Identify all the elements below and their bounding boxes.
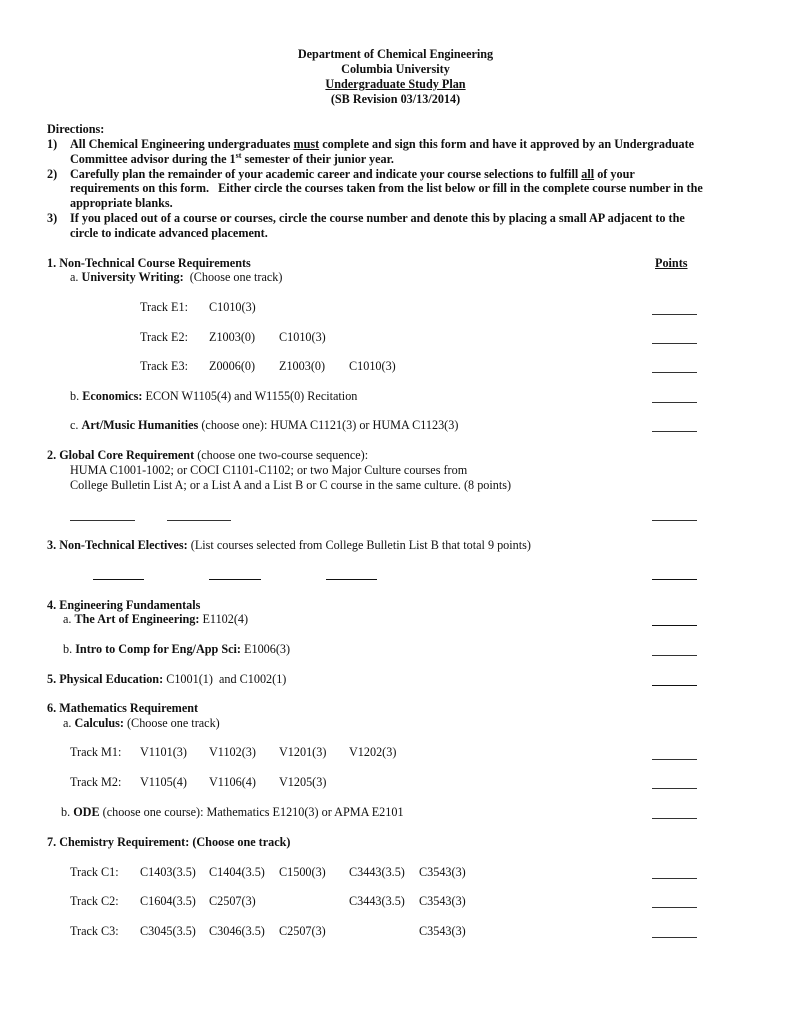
text: a. <box>63 716 75 730</box>
s4-a-art-of-engineering <box>63 612 248 627</box>
course-option[interactable]: V1102(3) <box>209 745 256 759</box>
course-option[interactable]: V1205(3) <box>279 775 327 789</box>
course-option[interactable]: C1010(3) <box>209 300 256 314</box>
revision: (SB Revision 03/13/2014) <box>330 92 461 106</box>
points-blank[interactable] <box>652 343 697 344</box>
section-4-title: 4. Engineering Fundamentals <box>47 598 201 612</box>
direction-1-line1 <box>70 137 694 152</box>
track-c3-label: Track C3: <box>70 924 119 938</box>
track-c1-label: Track C1: <box>70 865 119 879</box>
track-e3-label: Track E3: <box>140 359 188 373</box>
directions-title: Directions: <box>47 122 105 136</box>
points-header: Points <box>655 256 688 270</box>
text: (Choose one track) <box>183 270 283 284</box>
points-blank[interactable] <box>652 818 697 819</box>
direction-3-num: 3) <box>47 211 58 225</box>
track-e1-label: Track E1: <box>140 300 188 314</box>
points-blank[interactable] <box>652 431 697 432</box>
text: b. <box>63 642 76 656</box>
course-option[interactable]: C3045(3.5) <box>140 924 196 938</box>
text: (choose one): HUMA C1121(3) or HUMA C1123(3) <box>198 418 459 432</box>
s2-line3: College Bulletin List A; or a List A and a List B or C course in the same culture. (8 points) <box>70 478 512 492</box>
course-blank[interactable] <box>93 579 144 580</box>
course-blank[interactable] <box>70 520 135 521</box>
track-m1-label: Track M1: <box>70 745 122 759</box>
direction-1-line2 <box>70 152 394 167</box>
section-6-title: 6. Mathematics Requirement <box>47 701 199 715</box>
points-blank[interactable] <box>652 907 697 908</box>
course-option[interactable]: C3443(3.5) <box>349 894 405 908</box>
direction-2-num: 2) <box>47 167 58 181</box>
course-option[interactable]: C3543(3) <box>419 894 466 908</box>
course-option[interactable]: C3046(3.5) <box>209 924 265 938</box>
s1-c-humanities <box>70 418 458 433</box>
section-7-title: 7. Chemistry Requirement: (Choose one track) <box>47 835 291 849</box>
track-m2-label: Track M2: <box>70 775 122 789</box>
course-option[interactable]: V1101(3) <box>140 745 187 759</box>
superscript: st <box>235 151 242 160</box>
points-blank[interactable] <box>652 625 697 626</box>
points-blank[interactable] <box>652 937 697 938</box>
course-option[interactable]: C3443(3.5) <box>349 865 405 879</box>
course-option[interactable]: V1201(3) <box>279 745 327 759</box>
s6-b-ode <box>61 805 404 820</box>
text: a. <box>70 270 82 284</box>
text: complete and sign this form and have it approved by an Undergraduate <box>319 137 695 151</box>
points-blank[interactable] <box>652 878 697 879</box>
text: Intro to Comp for Eng/App Sci: <box>75 642 241 656</box>
university-name: Columbia University <box>341 62 450 76</box>
course-option[interactable]: C1604(3.5) <box>140 894 196 908</box>
course-option[interactable]: V1106(4) <box>209 775 256 789</box>
emphasis: must <box>293 137 320 151</box>
text: 2. Global Core Requirement <box>47 448 195 462</box>
points-blank[interactable] <box>652 314 697 315</box>
direction-2-line1 <box>70 167 635 182</box>
text: (List courses selected from College Bulletin List B that total 9 points) <box>187 538 531 552</box>
direction-1-num: 1) <box>47 137 58 151</box>
text: Art/Music Humanities <box>81 418 199 432</box>
course-option[interactable]: Z1003(0) <box>279 359 326 373</box>
text: Carefully plan the remainder of your academic career and indicate your course selections to fulfill <box>70 167 582 181</box>
direction-2-line2: requirements on this form. Either circle the courses taken from the list below or fill in the complete course number in the <box>70 181 703 195</box>
text: E1006(3) <box>240 642 291 656</box>
text: The Art of Engineering: <box>74 612 200 626</box>
course-blank[interactable] <box>167 520 231 521</box>
direction-3-line1: If you placed out of a course or courses, circle the course number and denote this by placing a small AP adjacent to the <box>70 211 685 225</box>
course-option[interactable]: C1500(3) <box>279 865 326 879</box>
direction-3-line2: circle to indicate advanced placement. <box>70 226 268 240</box>
points-blank[interactable] <box>652 579 697 580</box>
text: (choose one course): Mathematics E1210(3) or APMA E2101 <box>99 805 404 819</box>
text: 5. Physical Education: <box>47 672 164 686</box>
text: ODE <box>73 805 100 819</box>
points-blank[interactable] <box>652 759 697 760</box>
course-option[interactable]: C1010(3) <box>349 359 396 373</box>
course-option[interactable]: Z0006(0) <box>209 359 256 373</box>
course-option[interactable]: C1404(3.5) <box>209 865 265 879</box>
text: (choose one two-course sequence): <box>194 448 369 462</box>
dept-title: Department of Chemical Engineering <box>297 47 494 61</box>
course-option[interactable]: C1010(3) <box>279 330 326 344</box>
course-option[interactable]: C1403(3.5) <box>140 865 196 879</box>
text: University Writing: <box>81 270 184 284</box>
points-blank[interactable] <box>652 788 697 789</box>
text: (Choose one track) <box>123 716 220 730</box>
text: C1001(1) and C1002(1) <box>163 672 287 686</box>
course-option[interactable]: V1105(4) <box>140 775 187 789</box>
form-title-text: Undergraduate Study Plan <box>325 77 466 91</box>
s1-a-heading <box>70 270 282 285</box>
s2-line2: HUMA C1001-1002; or COCI C1101-C1102; or two Major Culture courses from <box>70 463 468 477</box>
text: All Chemical Engineering undergraduates <box>70 137 294 151</box>
points-blank[interactable] <box>652 685 697 686</box>
text: E1102(4) <box>199 612 249 626</box>
course-option[interactable]: C2507(3) <box>209 894 256 908</box>
points-blank[interactable] <box>652 655 697 656</box>
text: b. <box>70 389 83 403</box>
direction-2-line3: appropriate blanks. <box>70 196 173 210</box>
s4-b-intro-comp <box>63 642 290 657</box>
points-blank[interactable] <box>652 520 697 521</box>
section-3-title <box>47 538 531 553</box>
text: c. <box>70 418 82 432</box>
course-blank[interactable] <box>209 579 261 580</box>
text: of your <box>594 167 635 181</box>
text: Calculus: <box>74 716 124 730</box>
text: a. <box>63 612 75 626</box>
emphasis: all <box>581 167 595 181</box>
text: Economics: <box>82 389 143 403</box>
text: semester of their junior year. <box>241 152 394 166</box>
text: b. <box>61 805 74 819</box>
course-option[interactable]: C3543(3) <box>419 924 466 938</box>
points-blank[interactable] <box>652 372 697 373</box>
course-option[interactable]: C2507(3) <box>279 924 326 938</box>
section-2-title <box>47 448 368 463</box>
course-option[interactable]: V1202(3) <box>349 745 397 759</box>
s6-a-calculus <box>63 716 220 731</box>
section-5-title <box>47 672 286 687</box>
points-blank[interactable] <box>652 402 697 403</box>
course-option[interactable]: Z1003(0) <box>209 330 256 344</box>
text: ECON W1105(4) and W1155(0) Recitation <box>142 389 358 403</box>
track-e2-label: Track E2: <box>140 330 188 344</box>
section-1-title: 1. Non-Technical Course Requirements <box>47 256 251 270</box>
text: 3. Non-Technical Electives: <box>47 538 188 552</box>
form-title <box>0 77 791 92</box>
track-c2-label: Track C2: <box>70 894 119 908</box>
course-option[interactable]: C3543(3) <box>419 865 466 879</box>
text: Committee advisor during the 1 <box>70 152 236 166</box>
course-blank[interactable] <box>326 579 377 580</box>
s1-b-economics <box>70 389 357 404</box>
